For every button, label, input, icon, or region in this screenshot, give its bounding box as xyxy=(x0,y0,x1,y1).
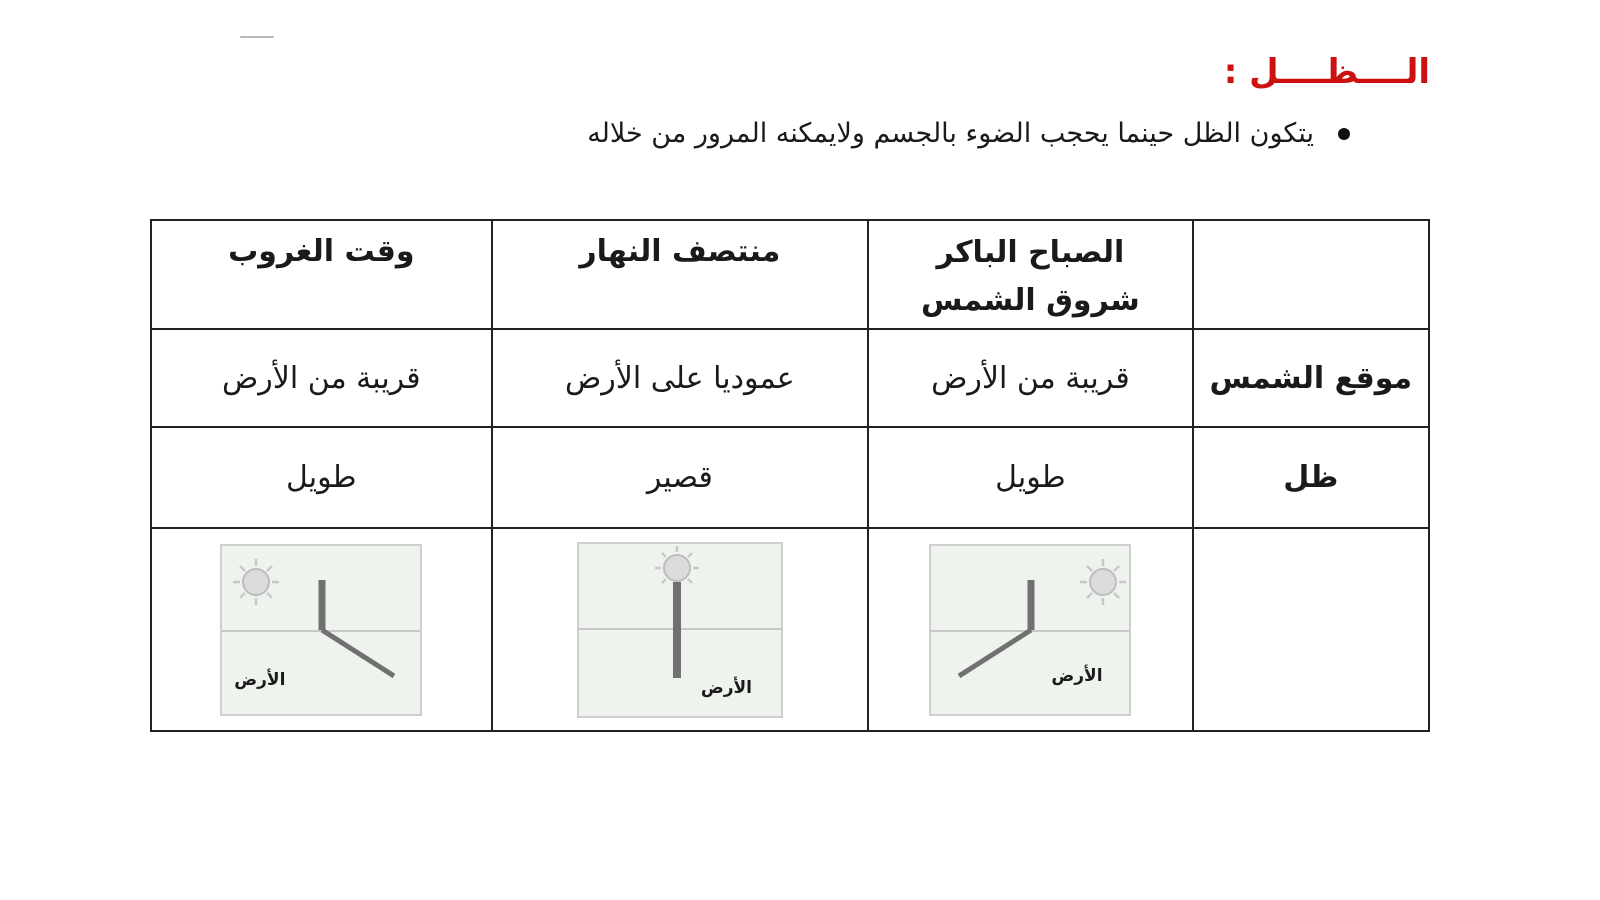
diagram-empty-cell xyxy=(1193,528,1429,731)
table-row-shadow xyxy=(151,427,1429,528)
cell-morning-position: قريبة من الأرض xyxy=(868,329,1193,427)
header-morning-cell xyxy=(868,220,1193,329)
sunset-diagram xyxy=(220,544,422,716)
earth-label: الأرض xyxy=(1051,665,1103,686)
cell-noon-shadow: قصير xyxy=(492,427,869,528)
cell-noon-position: عموديا على الأرض xyxy=(492,329,869,427)
shadow-table xyxy=(150,219,1430,732)
sun-icon xyxy=(1080,559,1126,605)
page-title: الــــظــــل : xyxy=(1223,52,1430,92)
header-label-cell xyxy=(1193,220,1429,329)
cell-sunset-shadow: طويل xyxy=(151,427,492,528)
sunset-diagram-drawing xyxy=(222,546,424,718)
table-row-sun-position xyxy=(151,329,1429,427)
table-row-diagrams xyxy=(151,528,1429,731)
header-morning-line1: الصباح الباكر xyxy=(936,235,1125,270)
noon-diagram xyxy=(577,542,783,718)
header-morning-line2: شروق الشمس xyxy=(921,283,1140,318)
shadow-line xyxy=(959,630,1031,676)
cell-morning-diagram xyxy=(868,528,1193,731)
earth-label: الأرض xyxy=(234,669,286,690)
row-label-shadow: ظل xyxy=(1193,427,1429,528)
noon-diagram-drawing xyxy=(579,544,785,720)
definition-bullet xyxy=(587,118,1350,149)
morning-diagram xyxy=(929,544,1131,716)
cell-noon-diagram xyxy=(492,528,869,731)
earth-label: الأرض xyxy=(700,677,753,698)
header-sunset-cell: وقت الغروب xyxy=(151,220,492,329)
sun-icon xyxy=(655,546,699,583)
sun-icon xyxy=(233,559,279,605)
header-noon-cell: منتصف النهار xyxy=(492,220,869,329)
cell-morning-shadow: طويل xyxy=(868,427,1193,528)
bullet-icon xyxy=(1338,128,1350,140)
morning-diagram-drawing xyxy=(931,546,1133,718)
definition-text: يتكون الظل حينما يحجب الضوء بالجسم ولايمكنه المرور من خلاله xyxy=(587,118,1314,149)
shadow-line xyxy=(322,630,394,676)
cell-sunset-position: قريبة من الأرض xyxy=(151,329,492,427)
cell-sunset-diagram xyxy=(151,528,492,731)
decorative-dash xyxy=(240,36,274,38)
table-header-row xyxy=(151,220,1429,329)
row-label-sun-position: موقع الشمس xyxy=(1193,329,1429,427)
